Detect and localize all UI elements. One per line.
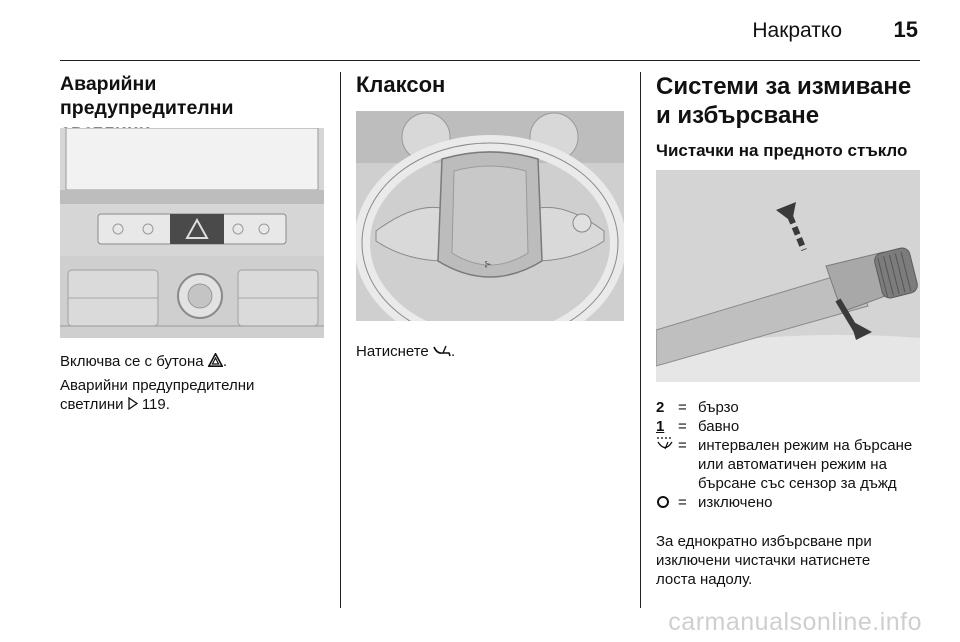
watermark: carmanualsonline.info	[668, 608, 922, 636]
page-header	[60, 0, 920, 61]
wipers-heading: Системи за измиване и избърсване	[656, 73, 912, 129]
wipers-section	[656, 72, 920, 588]
page-reference-icon	[128, 397, 138, 410]
legend-text: изключено	[698, 494, 773, 511]
steering-wheel-photo	[356, 111, 624, 321]
wiper-interval-icon	[656, 436, 674, 452]
section-title: Накратко	[752, 19, 842, 42]
off-circle-icon	[656, 493, 670, 509]
hazard-lights-heading: Аварийни предупредителни	[60, 73, 234, 119]
single-wipe-paragraph: За еднократно избърсване при изключени чистачки натиснете лоста надолу.	[656, 533, 872, 588]
horn-instruction: Натиснете .	[356, 343, 456, 360]
column-divider	[640, 72, 641, 608]
legend-key: 2	[656, 399, 665, 416]
hazard-instruction: Включва се с бутона .	[60, 353, 227, 370]
hazard-reference: Аварийни предупредителни светлини 119.	[60, 377, 255, 413]
legend-item: 1 = бавно	[656, 417, 920, 436]
hazard-button-photo	[60, 128, 324, 338]
horn-heading: Клаксон	[356, 72, 446, 97]
legend-text: интервален режим на бърсане или автоматичен режим на бърсане със сензор за дъжд	[698, 437, 913, 492]
horn-section	[356, 72, 624, 360]
legend-key: 1	[656, 418, 665, 435]
hazard-triangle-icon	[208, 353, 223, 367]
legend-text: бавно	[698, 418, 740, 435]
horn-icon	[433, 345, 451, 357]
wiper-legend	[656, 398, 920, 514]
wiper-lever-photo	[656, 170, 920, 382]
column-divider	[340, 72, 341, 608]
legend-item: = интервален режим на бърсане или автоматичен режим на бърсане със сензор за дъжд	[656, 436, 920, 493]
legend-text: бързо	[698, 399, 739, 416]
page-number: 15	[893, 17, 918, 42]
legend-item: = изключено	[656, 493, 920, 514]
hazard-lights-section	[60, 72, 324, 413]
legend-item: 2 = бързо	[656, 398, 920, 417]
svg-text:⊱: ⊱	[484, 260, 492, 270]
front-wipers-subheading: Чистачки на предното стъкло	[656, 141, 908, 160]
